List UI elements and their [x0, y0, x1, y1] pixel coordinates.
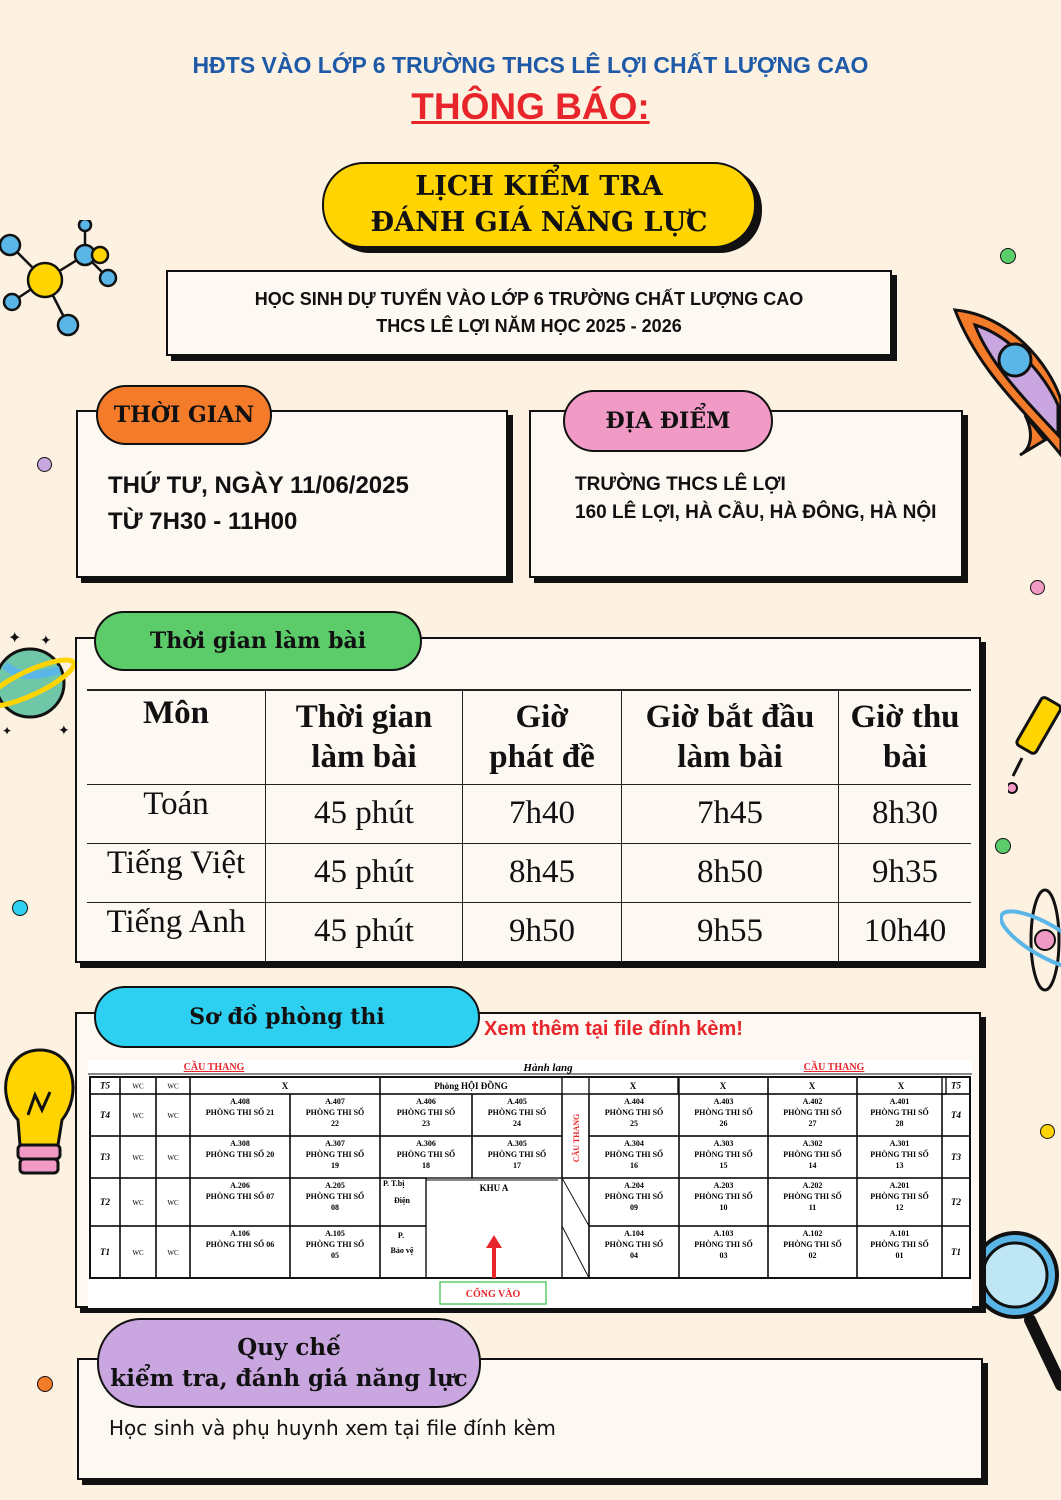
- room-code: A.205: [325, 1181, 345, 1190]
- room-name: 19: [331, 1161, 339, 1170]
- room-name: PHÒNG THI SỐ: [783, 1150, 842, 1159]
- rocket-icon: [950, 305, 1061, 465]
- equip-label: P. T.bị: [383, 1179, 405, 1188]
- room-map-note: Xem thêm tại file đính kèm!: [484, 1018, 743, 1040]
- floor-label: T4: [100, 1110, 110, 1120]
- time-label-pill: [96, 385, 272, 445]
- title-pill: [322, 162, 756, 248]
- room-name: PHÒNG THI SỐ: [870, 1108, 929, 1117]
- room-name: 14: [808, 1161, 817, 1170]
- floor-label: T3: [100, 1152, 110, 1162]
- room-name: 09: [630, 1203, 638, 1212]
- room-name: PHÒNG THI SỐ: [305, 1240, 365, 1249]
- room-code: A.203: [713, 1181, 734, 1190]
- wc-label: WC: [167, 1154, 179, 1162]
- room-code: A.307: [325, 1139, 345, 1148]
- announcement-title: THÔNG BÁO:: [411, 86, 650, 127]
- collect-cell: 8h30: [839, 784, 972, 843]
- header-handout: [463, 690, 622, 784]
- stair-diagonal: [562, 1226, 589, 1278]
- start-cell: 7h45: [622, 784, 839, 843]
- org-header: HĐTS VÀO LỚP 6 TRƯỜNG THCS LÊ LỢI CHẤT LƯỢNG CAO: [192, 52, 869, 78]
- x-mark: X: [897, 1081, 905, 1091]
- decor-dot-orange: [37, 1376, 53, 1392]
- room-name: PHÒNG THI SỐ: [694, 1150, 753, 1159]
- header-duration-l2: làm bài: [311, 739, 417, 776]
- room-name: PHÒNG THI SỐ: [487, 1150, 547, 1159]
- handout-cell: 8h45: [463, 843, 622, 902]
- room-code: A.103: [713, 1229, 734, 1238]
- header-start: [622, 690, 839, 784]
- location-label: ĐỊA ĐIỂM: [605, 408, 731, 434]
- schedule-label-pill: [94, 611, 422, 671]
- room-code: A.402: [802, 1097, 823, 1106]
- room-name: 05: [331, 1251, 339, 1260]
- collect-cell: 10h40: [839, 902, 972, 961]
- location-line-2: 160 LÊ LỢI, HÀ CẦU, HÀ ĐÔNG, HÀ NỘI: [575, 502, 937, 523]
- wc-label: WC: [167, 1112, 179, 1120]
- wc-label: WC: [167, 1249, 179, 1257]
- wc-label: WC: [167, 1199, 179, 1207]
- time-label: THỜI GIAN: [113, 402, 255, 428]
- schedule-label: Thời gian làm bài: [149, 628, 367, 654]
- room-name: 15: [719, 1161, 728, 1170]
- room-name: PHÒNG THI SỐ 21: [205, 1108, 275, 1117]
- room-map-label: Sơ đồ phòng thi: [189, 1004, 385, 1030]
- room-name: PHÒNG THI SỐ: [870, 1150, 929, 1159]
- x-mark: X: [629, 1081, 637, 1091]
- table-row: [87, 784, 971, 843]
- atom-icon: [1000, 880, 1061, 1000]
- molecule-icon: [0, 220, 130, 340]
- room-name: 13: [895, 1161, 904, 1170]
- room-name: PHÒNG THI SỐ: [305, 1150, 365, 1159]
- header-collect-l2: bài: [882, 739, 928, 776]
- subject-cell: Tiếng Anh: [87, 902, 266, 961]
- room-name: PHÒNG THI SỐ: [604, 1108, 664, 1117]
- room-name: PHÒNG THI SỐ: [783, 1192, 842, 1201]
- wc-label: WC: [132, 1154, 144, 1162]
- header-duration-l1: Thời gian: [295, 699, 433, 736]
- room-code: A.407: [325, 1097, 345, 1106]
- duration-cell: 45 phút: [266, 843, 463, 902]
- room-name: PHÒNG THI SỐ 07: [205, 1192, 275, 1201]
- room-code: A.405: [507, 1097, 527, 1106]
- corridor-label: Hành lang: [523, 1062, 573, 1074]
- room-code: A.201: [889, 1181, 910, 1190]
- room-name: PHÒNG THI SỐ: [487, 1108, 547, 1117]
- header-collect-l1: Giờ thu: [850, 699, 960, 736]
- council-label: Phòng HỘI ĐỒNG: [434, 1081, 508, 1091]
- room-code: A.404: [624, 1097, 644, 1106]
- header-start-l1: Giờ bắt đầu: [645, 699, 815, 736]
- room-name: 03: [719, 1251, 728, 1260]
- floor-label: T1: [100, 1247, 110, 1257]
- decor-dot-cyan: [12, 900, 28, 916]
- room-name: PHÒNG THI SỐ: [694, 1240, 753, 1249]
- gate-label: CỔNG VÀO: [465, 1289, 521, 1300]
- decor-dot-lavender: [37, 457, 52, 472]
- room-map-label-pill: [94, 986, 480, 1048]
- room-code: A.301: [889, 1139, 910, 1148]
- wc-label: WC: [132, 1249, 144, 1257]
- handout-cell: 9h50: [463, 902, 622, 961]
- header-duration: [266, 690, 463, 784]
- room-name: 24: [513, 1119, 521, 1128]
- planet-icon: [0, 625, 80, 745]
- room-code: A.304: [624, 1139, 644, 1148]
- svg-text:✦: ✦: [58, 723, 70, 739]
- location-line-1: TRƯỜNG THCS LÊ LỢI: [575, 474, 786, 495]
- room-code: A.305: [507, 1139, 527, 1148]
- rules-text: Học sinh và phụ huynh xem tại file đính kèm: [109, 1416, 556, 1440]
- room-code: A.406: [416, 1097, 436, 1106]
- room-code: A.308: [230, 1139, 250, 1148]
- header-handout-l1: Giờ: [515, 699, 569, 736]
- stair-diagonal: [562, 1178, 589, 1226]
- room-name: PHÒNG THI SỐ: [396, 1108, 456, 1117]
- room-name: PHÒNG THI SỐ: [694, 1108, 753, 1117]
- room-code: A.302: [802, 1139, 823, 1148]
- wc-label: WC: [132, 1112, 144, 1120]
- floor-label: T3: [951, 1152, 961, 1162]
- floor-label: T5: [100, 1080, 110, 1091]
- decor-dot-green-2: [995, 838, 1011, 854]
- syringe-icon: [1008, 688, 1061, 798]
- rules-label-pill: [97, 1318, 481, 1408]
- room-name: PHÒNG THI SỐ: [604, 1192, 664, 1201]
- header-subject-l1: Môn: [143, 695, 209, 731]
- guard-label: P.: [397, 1231, 405, 1240]
- room-name: PHÒNG THI SỐ: [396, 1150, 456, 1159]
- room-code: A.303: [713, 1139, 734, 1148]
- room-code: A.403: [713, 1097, 734, 1106]
- wc-label: WC: [132, 1082, 144, 1091]
- guard-label: Bảo vệ: [390, 1246, 414, 1255]
- schedule-table: [87, 689, 971, 962]
- stair-vertical-label: CẦU THANG: [572, 1113, 581, 1163]
- start-cell: 8h50: [622, 843, 839, 902]
- room-name: 01: [895, 1251, 904, 1260]
- room-name: 11: [808, 1203, 817, 1212]
- room-code: A.408: [230, 1097, 250, 1106]
- decor-dot-yellow: [1040, 1124, 1055, 1139]
- time-line-2: TỪ 7H30 - 11H00: [108, 508, 298, 535]
- table-row: [87, 902, 971, 961]
- room-name: PHÒNG THI SỐ: [604, 1240, 664, 1249]
- duration-cell: 45 phút: [266, 784, 463, 843]
- decor-dot-green: [1000, 248, 1016, 264]
- table-row: [87, 843, 971, 902]
- subtitle-box: [166, 270, 892, 356]
- svg-text:✦: ✦: [40, 633, 52, 649]
- stair-right-label: CẦU THANG: [803, 1062, 865, 1073]
- room-name: 18: [422, 1161, 430, 1170]
- wc-label: WC: [132, 1199, 144, 1207]
- subject-cell: Tiếng Việt: [87, 843, 266, 902]
- floor-plan: [88, 1060, 972, 1308]
- x-mark: X: [719, 1081, 727, 1091]
- rules-label-l2: kiểm tra, đánh giá năng lực: [110, 1365, 468, 1392]
- start-cell: 9h55: [622, 902, 839, 961]
- svg-text:✦: ✦: [2, 724, 13, 738]
- room-name: 10: [719, 1203, 728, 1212]
- room-name: 28: [895, 1119, 904, 1128]
- header-start-l2: làm bài: [677, 739, 783, 776]
- room-code: A.101: [889, 1229, 910, 1238]
- header-handout-l2: phát đề: [489, 739, 595, 776]
- stair-cell: [562, 1178, 589, 1278]
- duration-cell: 45 phút: [266, 902, 463, 961]
- room-name: 02: [808, 1251, 817, 1260]
- room-code: A.106: [230, 1229, 250, 1238]
- room-name: 23: [422, 1119, 430, 1128]
- room-name: PHÒNG THI SỐ: [604, 1150, 664, 1159]
- equip-label: Điện: [394, 1196, 410, 1205]
- stair-left-label: CẦU THANG: [183, 1062, 245, 1073]
- room-name: PHÒNG THI SỐ 20: [205, 1150, 275, 1159]
- schedule-header-row: [87, 690, 971, 784]
- location-label-pill: [563, 390, 773, 452]
- floor-label: T4: [951, 1110, 961, 1120]
- room-name: 08: [331, 1203, 339, 1212]
- room-name: 25: [630, 1119, 638, 1128]
- floor-label: T2: [951, 1197, 961, 1207]
- room-code: A.105: [325, 1229, 345, 1238]
- room-name: PHÒNG THI SỐ: [305, 1108, 365, 1117]
- subject-cell: Toán: [87, 784, 266, 843]
- room-name: 27: [808, 1119, 817, 1128]
- floor-label: T2: [100, 1197, 110, 1207]
- room-name: 22: [331, 1119, 339, 1128]
- room-name: 12: [895, 1203, 904, 1212]
- time-line-1: THỨ TƯ, NGÀY 11/06/2025: [108, 472, 409, 499]
- room-name: PHÒNG THI SỐ: [694, 1192, 753, 1201]
- header-collect: [839, 690, 972, 784]
- khu-a-label: KHU A: [479, 1183, 509, 1193]
- room-name: 04: [630, 1251, 638, 1260]
- room-name: 16: [630, 1161, 638, 1170]
- header-subject: [87, 690, 266, 784]
- room-name: PHÒNG THI SỐ 06: [205, 1240, 275, 1249]
- room-name: PHÒNG THI SỐ: [783, 1108, 842, 1117]
- floor-label: T5: [951, 1080, 961, 1091]
- room-code: A.306: [416, 1139, 436, 1148]
- x-mark: X: [808, 1081, 816, 1091]
- svg-text:✦: ✦: [8, 628, 22, 647]
- x-mark: X: [281, 1081, 289, 1091]
- room-name: PHÒNG THI SỐ: [870, 1192, 929, 1201]
- room-code: A.204: [624, 1181, 644, 1190]
- room-code: A.202: [802, 1181, 823, 1190]
- schedule-box: [75, 637, 981, 963]
- rules-label-l1: Quy chế: [237, 1334, 341, 1361]
- collect-cell: 9h35: [839, 843, 972, 902]
- wc-label: WC: [167, 1082, 179, 1091]
- room-code: A.102: [802, 1229, 823, 1238]
- room-code: A.206: [230, 1181, 250, 1190]
- magnifier-icon: [970, 1215, 1061, 1395]
- decor-dot-pink: [1030, 580, 1045, 595]
- room-name: PHÒNG THI SỐ: [305, 1192, 365, 1201]
- room-name: PHÒNG THI SỐ: [783, 1240, 842, 1249]
- subtitle-line-2: THCS LÊ LỢI NĂM HỌC 2025 - 2026: [376, 316, 682, 336]
- title-line-1: LỊCH KIỂM TRA: [415, 171, 663, 202]
- title-line-2: ĐÁNH GIÁ NĂNG LỰC: [370, 207, 708, 238]
- room-code: A.104: [624, 1229, 644, 1238]
- room-map-plan: [88, 1060, 972, 1308]
- room-name: 26: [719, 1119, 728, 1128]
- lightbulb-icon: [0, 1040, 85, 1190]
- room-name: 17: [513, 1161, 521, 1170]
- floor-label: T1: [951, 1247, 961, 1257]
- room-name: PHÒNG THI SỐ: [870, 1240, 929, 1249]
- room-code: A.401: [889, 1097, 910, 1106]
- subtitle-line-1: HỌC SINH DỰ TUYỂN VÀO LỚP 6 TRƯỜNG CHẤT LƯỢNG CAO: [254, 289, 804, 309]
- gate-arrow-head: [486, 1235, 502, 1248]
- handout-cell: 7h40: [463, 784, 622, 843]
